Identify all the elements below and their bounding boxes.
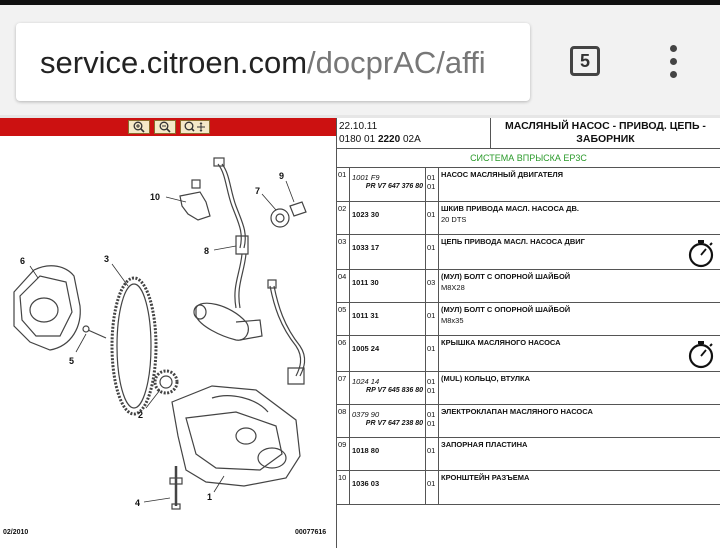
part-quantity bbox=[426, 471, 439, 504]
part-index: 01 bbox=[337, 168, 350, 201]
part-row[interactable] bbox=[337, 303, 720, 336]
part-reference[interactable] bbox=[350, 202, 426, 234]
part-spec: M8x35 bbox=[441, 316, 464, 325]
part-reference[interactable] bbox=[350, 336, 426, 371]
part-number: 1011 31 bbox=[352, 311, 379, 320]
part-description bbox=[439, 336, 720, 371]
part-spec: M8X28 bbox=[441, 283, 465, 292]
quantity-value: 01 bbox=[427, 243, 436, 252]
quantity-value: 01 bbox=[427, 182, 436, 191]
part-alt-reference: 1024 14 bbox=[352, 377, 380, 386]
doc-meta bbox=[337, 118, 491, 148]
part-alt-reference: 1001 F9 bbox=[352, 173, 380, 182]
part-index: 07 bbox=[337, 372, 350, 404]
part-description bbox=[439, 372, 720, 404]
part-title: КРЫШКА МАСЛЯНОГО НАСОСА bbox=[441, 338, 561, 347]
quantity-value: 01 bbox=[427, 479, 436, 488]
part-row[interactable] bbox=[337, 270, 720, 303]
part-quantity bbox=[426, 235, 439, 269]
part-row[interactable] bbox=[337, 471, 720, 505]
part-title: (МУЛ) БОЛТ С ОПОРНОЙ ШАЙБОЙ bbox=[441, 272, 571, 281]
quantity-value: 01 bbox=[427, 419, 436, 428]
stopwatch-icon bbox=[686, 238, 716, 268]
part-number: 1011 30 bbox=[352, 278, 379, 287]
system-label[interactable]: СИСТЕМА ВПРЫСКА EP3C bbox=[470, 153, 587, 163]
pan-zoom-button[interactable] bbox=[180, 120, 210, 134]
address-bar[interactable] bbox=[16, 23, 530, 101]
callout-3: 3 bbox=[104, 254, 110, 264]
quantity-value: 01 bbox=[427, 446, 436, 455]
callout-2: 2 bbox=[138, 410, 144, 420]
browser-toolbar bbox=[0, 5, 720, 115]
callout-1: 1 bbox=[207, 492, 213, 502]
part-description bbox=[439, 235, 720, 269]
callout-10: 10 bbox=[150, 192, 161, 202]
zoom-out-icon bbox=[158, 121, 172, 133]
part-index: 04 bbox=[337, 270, 350, 302]
part-quantity bbox=[426, 336, 439, 371]
part-pr-number: PR V7 647 376 80 bbox=[365, 183, 423, 190]
part-description bbox=[439, 303, 720, 335]
stopwatch-icon bbox=[686, 339, 716, 369]
part-index: 06 bbox=[337, 336, 350, 371]
part-index: 02 bbox=[337, 202, 350, 234]
callout-5: 5 bbox=[69, 356, 75, 366]
zoom-in-button[interactable] bbox=[128, 120, 150, 134]
part-row[interactable] bbox=[337, 235, 720, 270]
part-pr-number: PR V7 647 238 80 bbox=[365, 420, 423, 427]
part-row[interactable] bbox=[337, 372, 720, 405]
parts-diagram bbox=[0, 136, 336, 540]
diagram-date: 02/2010 bbox=[3, 529, 29, 536]
part-number: 1005 24 bbox=[352, 344, 380, 353]
part-row[interactable] bbox=[337, 405, 720, 438]
part-title: ЗАПОРНАЯ ПЛАСТИНА bbox=[441, 440, 528, 449]
part-reference[interactable] bbox=[350, 471, 426, 504]
zoom-out-button[interactable] bbox=[154, 120, 176, 134]
part-reference[interactable] bbox=[350, 303, 426, 335]
part-title: НАСОС МАСЛЯНЫЙ ДВИГАТЕЛЯ bbox=[441, 170, 564, 179]
part-number: 1033 17 bbox=[352, 243, 380, 252]
doc-date: 22.10.11 bbox=[339, 121, 378, 132]
url-path: /docprAC/affi bbox=[307, 45, 486, 80]
part-title: ЦЕПЬ ПРИВОДА МАСЛ. НАСОСА ДВИГ bbox=[441, 237, 585, 246]
zoom-controls bbox=[128, 120, 210, 134]
zoom-move-icon bbox=[183, 121, 207, 133]
part-title: КРОНШТЕЙН РАЗЪЕМА bbox=[441, 473, 530, 482]
part-quantity bbox=[426, 202, 439, 234]
quantity-value: 01 bbox=[427, 386, 436, 395]
callout-6: 6 bbox=[20, 256, 26, 266]
part-description bbox=[439, 270, 720, 302]
part-reference[interactable] bbox=[350, 372, 426, 404]
part-quantity bbox=[426, 168, 439, 201]
quantity-value: 01 bbox=[427, 377, 436, 386]
diagram-code: 00077616 bbox=[295, 529, 327, 536]
callout-9: 9 bbox=[279, 171, 285, 181]
part-row[interactable] bbox=[337, 202, 720, 235]
part-alt-reference: 0379 90 bbox=[352, 410, 380, 419]
part-title: (МУЛ) БОЛТ С ОПОРНОЙ ШАЙБОЙ bbox=[441, 305, 571, 314]
url-text[interactable] bbox=[40, 45, 486, 81]
part-reference[interactable] bbox=[350, 438, 426, 470]
quantity-value: 01 bbox=[427, 311, 436, 320]
part-description bbox=[439, 438, 720, 470]
part-quantity bbox=[426, 372, 439, 404]
part-quantity bbox=[426, 438, 439, 470]
zoom-in-icon bbox=[132, 121, 146, 133]
part-description bbox=[439, 405, 720, 437]
quantity-value: 01 bbox=[427, 173, 436, 182]
part-index: 09 bbox=[337, 438, 350, 470]
part-quantity bbox=[426, 270, 439, 302]
doc-reference bbox=[339, 133, 490, 146]
quantity-value: 01 bbox=[427, 410, 436, 419]
part-spec: 20 DTS bbox=[441, 215, 467, 224]
part-reference[interactable] bbox=[350, 405, 426, 437]
url-host: service.citroen.com bbox=[40, 45, 308, 80]
ref-bold: 2220 bbox=[377, 134, 401, 145]
part-number: 1023 30 bbox=[352, 210, 380, 219]
overflow-menu-icon[interactable] bbox=[664, 45, 684, 79]
part-index: 03 bbox=[337, 235, 350, 269]
part-quantity bbox=[426, 303, 439, 335]
part-index: 08 bbox=[337, 405, 350, 437]
part-description bbox=[439, 168, 720, 201]
part-row[interactable] bbox=[337, 336, 720, 372]
part-quantity bbox=[426, 405, 439, 437]
ref-suffix: 02A bbox=[402, 134, 421, 145]
part-index: 10 bbox=[337, 471, 350, 504]
parts-table bbox=[337, 168, 720, 505]
ref-prefix: 0180 01 bbox=[339, 134, 376, 145]
part-row[interactable] bbox=[337, 438, 720, 471]
callout-7: 7 bbox=[255, 186, 261, 196]
part-number: 1018 80 bbox=[352, 446, 380, 455]
part-index: 05 bbox=[337, 303, 350, 335]
part-title: (MUL) КОЛЬЦО, ВТУЛКА bbox=[441, 374, 531, 383]
doc-title: МАСЛЯНЫЙ НАСОС - ПРИВОД. ЦЕПЬ - ЗАБОРНИК bbox=[505, 120, 706, 145]
part-number: 1036 03 bbox=[352, 479, 380, 488]
quantity-value: 03 bbox=[427, 278, 436, 287]
part-title: ЭЛЕКТРОКЛАПАН МАСЛЯНОГО НАСОСА bbox=[441, 407, 593, 416]
part-description bbox=[439, 471, 720, 504]
part-reference[interactable] bbox=[350, 168, 426, 201]
callout-4: 4 bbox=[135, 498, 141, 508]
doc-header bbox=[337, 118, 720, 148]
quantity-value: 01 bbox=[427, 344, 436, 353]
tab-switcher-button[interactable]: 5 bbox=[570, 46, 600, 76]
quantity-value: 01 bbox=[427, 210, 436, 219]
part-reference[interactable] bbox=[350, 270, 426, 302]
part-title: ШКИВ ПРИВОДА МАСЛ. НАСОСА ДВ. bbox=[441, 204, 580, 213]
callout-8: 8 bbox=[204, 246, 210, 256]
part-pr-number: RP V7 645 836 80 bbox=[366, 387, 423, 394]
part-description bbox=[439, 202, 720, 234]
part-reference[interactable] bbox=[350, 235, 426, 269]
part-row[interactable] bbox=[337, 168, 720, 202]
